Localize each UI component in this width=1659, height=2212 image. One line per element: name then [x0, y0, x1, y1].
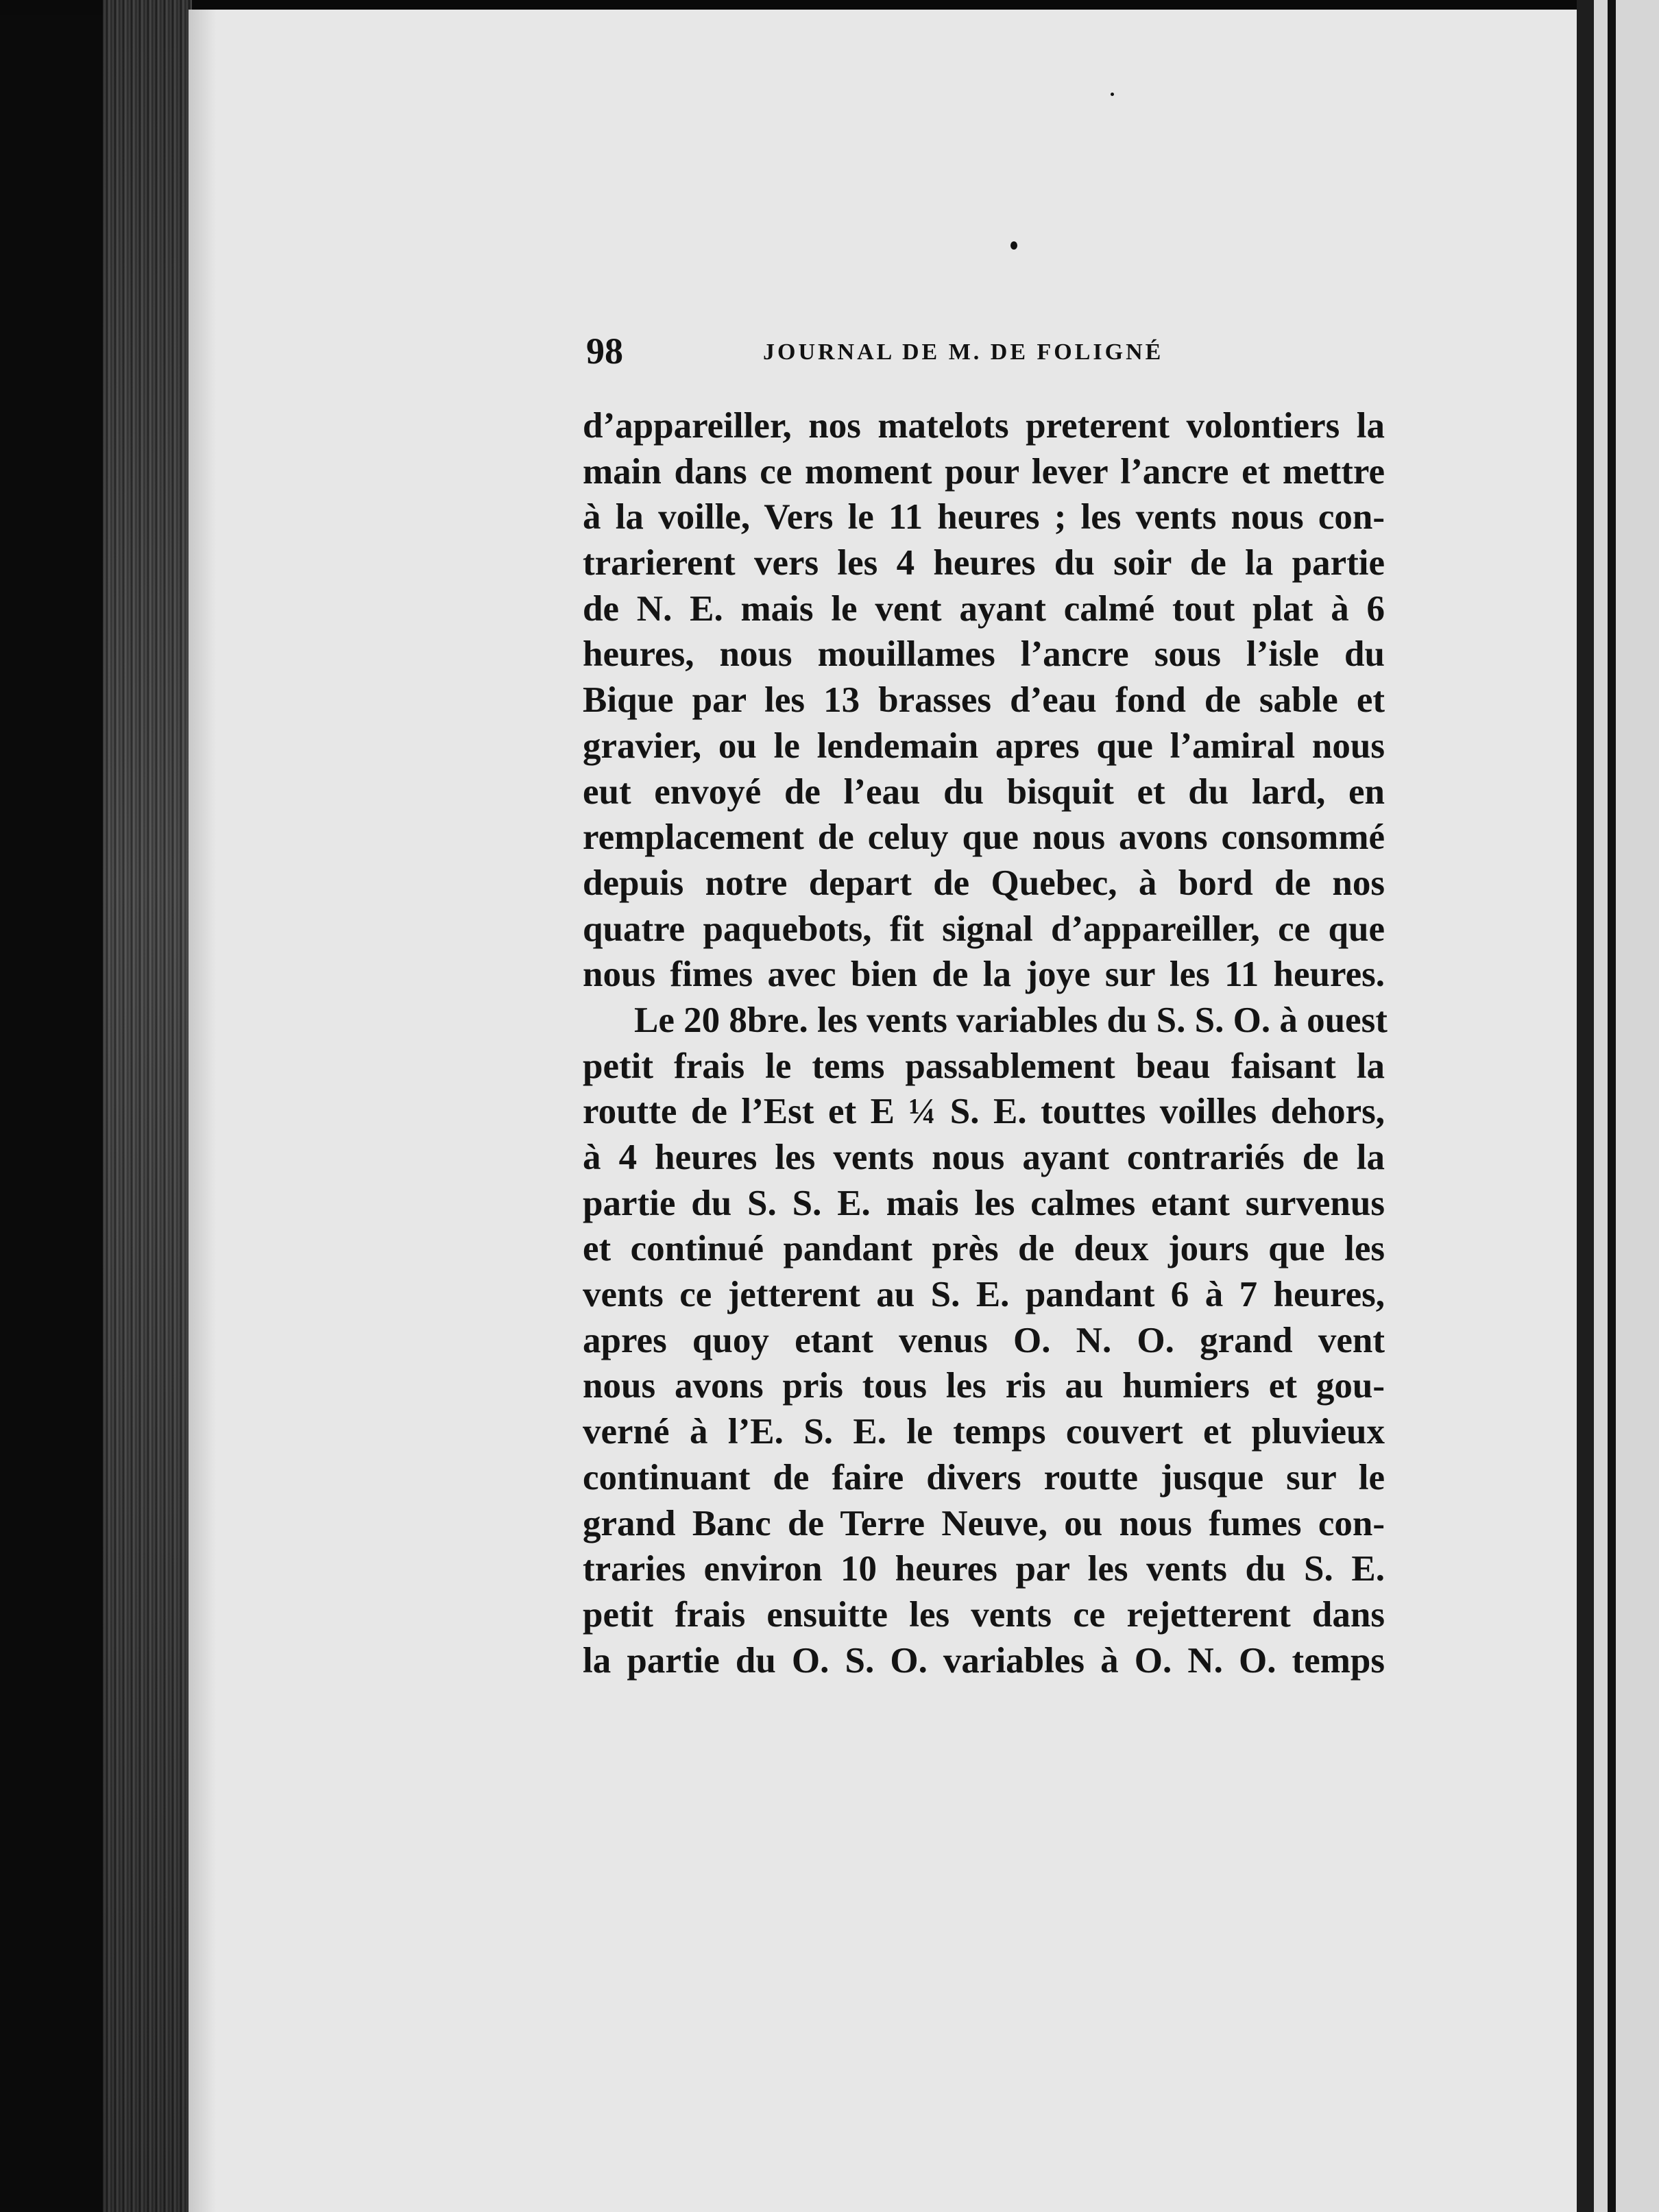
text-line: verné à l’E. S. E. le temps couvert et pluvieux: [583, 1412, 1385, 1452]
text-line: eut envoyé de l’eau du bisquit et du lard, en: [583, 771, 1385, 812]
text-line: nous avons pris tous les ris au humiers et gou-: [583, 1366, 1385, 1406]
text-line: petit frais le tems passablement beau faisant la: [583, 1046, 1385, 1086]
text-line: Bique par les 13 brasses d’eau fond de sable et: [583, 680, 1385, 721]
text-line: Le 20 8bre. les vents variables du S. S. O. à ouest: [634, 1000, 1388, 1040]
paragraph-1: [583, 403, 1385, 998]
text-line: remplacement de celuy que nous avons consommé: [583, 817, 1385, 858]
text-line: grand Banc de Terre Neuve, ou nous fumes con-: [583, 1503, 1385, 1543]
page-number: 98: [586, 330, 623, 372]
text-line: apres quoy etant venus O. N. O. grand vent: [583, 1320, 1385, 1360]
text-line: continuant de faire divers routte jusque sur le: [583, 1457, 1385, 1498]
text-line: trarierent vers les 4 heures du soir de la partie: [583, 543, 1385, 584]
text-line: routte de l’Est et E ¼ S. E. touttes voilles dehors,: [583, 1092, 1385, 1132]
text-line: à 4 heures les vents nous ayant contrariés de la: [583, 1138, 1385, 1177]
book-page-edges: [103, 0, 192, 2212]
text-line: gravier, ou le lendemain apres que l’amiral nous: [583, 725, 1385, 766]
text-line: à la voille, Vers le 11 heures ; les vents nous con-: [583, 497, 1385, 538]
text-line: quatre paquebots, fit signal d’appareiller, ce que: [583, 909, 1385, 949]
body-text: [583, 403, 1388, 1683]
adjacent-page-strip: [1594, 0, 1659, 2212]
page-header: [586, 329, 1381, 384]
gutter-shadow: [1577, 0, 1594, 2212]
text-line: petit frais ensuitte les vents ce rejetterent dans: [583, 1594, 1385, 1635]
text-line: traries environ 10 heures par les vents du S. E.: [583, 1549, 1385, 1589]
text-line: main dans ce moment pour lever l’ancre et mettre: [583, 451, 1385, 492]
text-line: nous fimes avec bien de la joye sur les 11 heures.: [583, 954, 1385, 995]
text-line: vents ce jetterent au S. E. pandant 6 à 7 heures,: [583, 1275, 1385, 1315]
text-line: partie du S. S. E. mais les calmes etant survenus: [583, 1183, 1385, 1223]
text-line: d’appareiller, nos matelots preterent volontiers la: [583, 406, 1385, 446]
text-line: depuis notre depart de Quebec, à bord de nos: [583, 863, 1385, 903]
ink-speck: [1111, 93, 1114, 96]
text-line: de N. E. mais le vent ayant calmé tout plat à 6: [583, 588, 1385, 629]
running-head: JOURNAL DE M. DE FOLIGNÉ: [763, 339, 1164, 365]
text-line: la partie du O. S. O. variables à O. N. O. temps: [583, 1640, 1385, 1681]
paragraph-2: [583, 998, 1388, 1683]
text-line: et continué pandant près de deux jours que les: [583, 1229, 1385, 1269]
ink-speck: [1010, 241, 1017, 250]
text-line: heures, nous mouillames l’ancre sous l’isle du: [583, 634, 1385, 675]
